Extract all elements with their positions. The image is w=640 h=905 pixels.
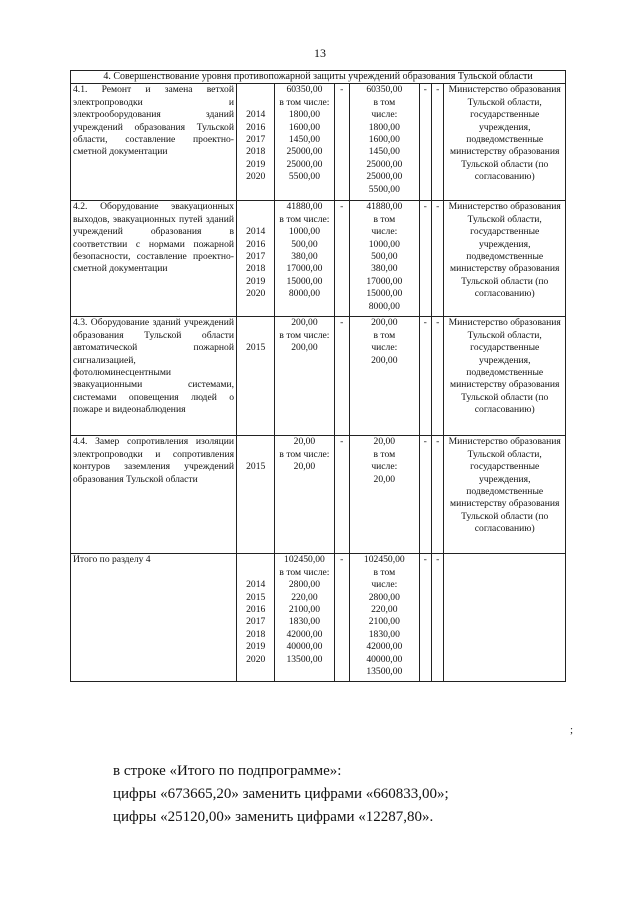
executor-cell: Министерство образования Тульской области, государственные учреждения, подведомственные министерству образования Тульской области (по согласованию) [444,84,566,201]
total-amount-cell: 200,00 в том числе: 200,00 [275,317,334,436]
table-row [71,84,566,201]
table-row [71,201,566,317]
municipal-budget-cell: - [419,201,431,317]
municipal-budget-cell: - [419,436,431,554]
regional-budget-cell: 102450,00 в том числе: 2800,00 220,00 2100,00 1830,00 42000,00 40000,00 13500,00 [350,554,420,682]
regional-budget-cell: 41880,00 в том числе: 1000,00 500,00 380,00 17000,00 15000,00 8000,00 [350,201,420,317]
regional-budget-cell: 60350,00 в том числе: 1800,00 1600,00 1450,00 25000,00 25000,00 5500,00 [350,84,420,201]
section-title-row [71,71,566,84]
years-cell: 2014 2016 2017 2018 2019 2020 [237,84,275,201]
total-label: Итого по разделу 4 [71,554,237,682]
federal-budget-cell: - [334,201,350,317]
municipal-budget-cell: - [419,84,431,201]
years-cell: 2015 [237,436,275,554]
table-row [71,317,566,436]
measure-description: 4.4. Замер сопротивления изоляции электропроводки и сопротивления контуров заземления учреждений образования Тульской области [71,436,237,554]
total-amount-cell: 102450,00 в том числе: 2800,00 220,00 2100,00 1830,00 42000,00 40000,00 13500,00 [275,554,334,682]
years-cell: 2014 2015 2016 2017 2018 2019 2020 [237,554,275,682]
federal-budget-cell: - [334,317,350,436]
extrabudget-cell: - [432,317,444,436]
executor-cell: Министерство образования Тульской области, государственные учреждения, подведомственные министерству образования Тульской области (по согласованию) [444,436,566,554]
trailing-semicolon: ; [570,724,574,736]
federal-budget-cell: - [334,436,350,554]
measure-description: 4.1. Ремонт и замена ветхой электропроводки и электрооборудования зданий учреждений образования Тульской области, составление проектно-сметной документации [71,84,237,201]
section-total-row [71,554,566,682]
years-cell: 2014 2016 2017 2018 2019 2020 [237,201,275,317]
measure-description: 4.3. Оборудование зданий учреждений образования Тульской области автоматической пожарной сигнализацией, фотолюминесцентными эвакуационными системами, системами оповещения людей о пожаре и видеонаблюдения [71,317,237,436]
amendment-line: в строке «Итого по подпрограмме»: [113,763,342,779]
municipal-budget-cell: - [419,317,431,436]
measure-description: 4.2. Оборудование эвакуационных выходов, эвакуационных путей зданий учреждений образования в соответствии с нормами пожарной безопасности, составление проектно-сметной документации [71,201,237,317]
program-table [70,70,566,682]
table-row [71,436,566,554]
executor-cell: Министерство образования Тульской области, государственные учреждения, подведомственные министерству образования Тульской области (по согласованию) [444,201,566,317]
extrabudget-cell: - [432,201,444,317]
total-amount-cell: 41880,00 в том числе: 1000,00 500,00 380,00 17000,00 15000,00 8000,00 [275,201,334,317]
amendment-line: цифры «673665,20» заменить цифрами «660833,00»; [113,786,449,802]
executor-cell: Министерство образования Тульской области, государственные учреждения, подведомственные министерству образования Тульской области (по согласованию) [444,317,566,436]
page-number: 13 [314,46,326,60]
federal-budget-cell: - [334,84,350,201]
regional-budget-cell: 20,00 в том числе: 20,00 [350,436,420,554]
total-amount-cell: 20,00 в том числе: 20,00 [275,436,334,554]
extrabudget-cell: - [432,84,444,201]
federal-budget-cell: - [334,554,350,682]
extrabudget-cell: - [432,554,444,682]
amendment-line: цифры «25120,00» заменить цифрами «12287,80». [113,809,434,825]
years-cell: 2015 [237,317,275,436]
section-title: 4. Совершенствование уровня противопожарной защиты учреждений образования Тульской области [71,71,566,84]
extrabudget-cell: - [432,436,444,554]
regional-budget-cell: 200,00 в том числе: 200,00 [350,317,420,436]
executor-cell [444,554,566,682]
amendment-text [113,760,449,829]
total-amount-cell: 60350,00 в том числе: 1800,00 1600,00 1450,00 25000,00 25000,00 5500,00 [275,84,334,201]
municipal-budget-cell: - [419,554,431,682]
